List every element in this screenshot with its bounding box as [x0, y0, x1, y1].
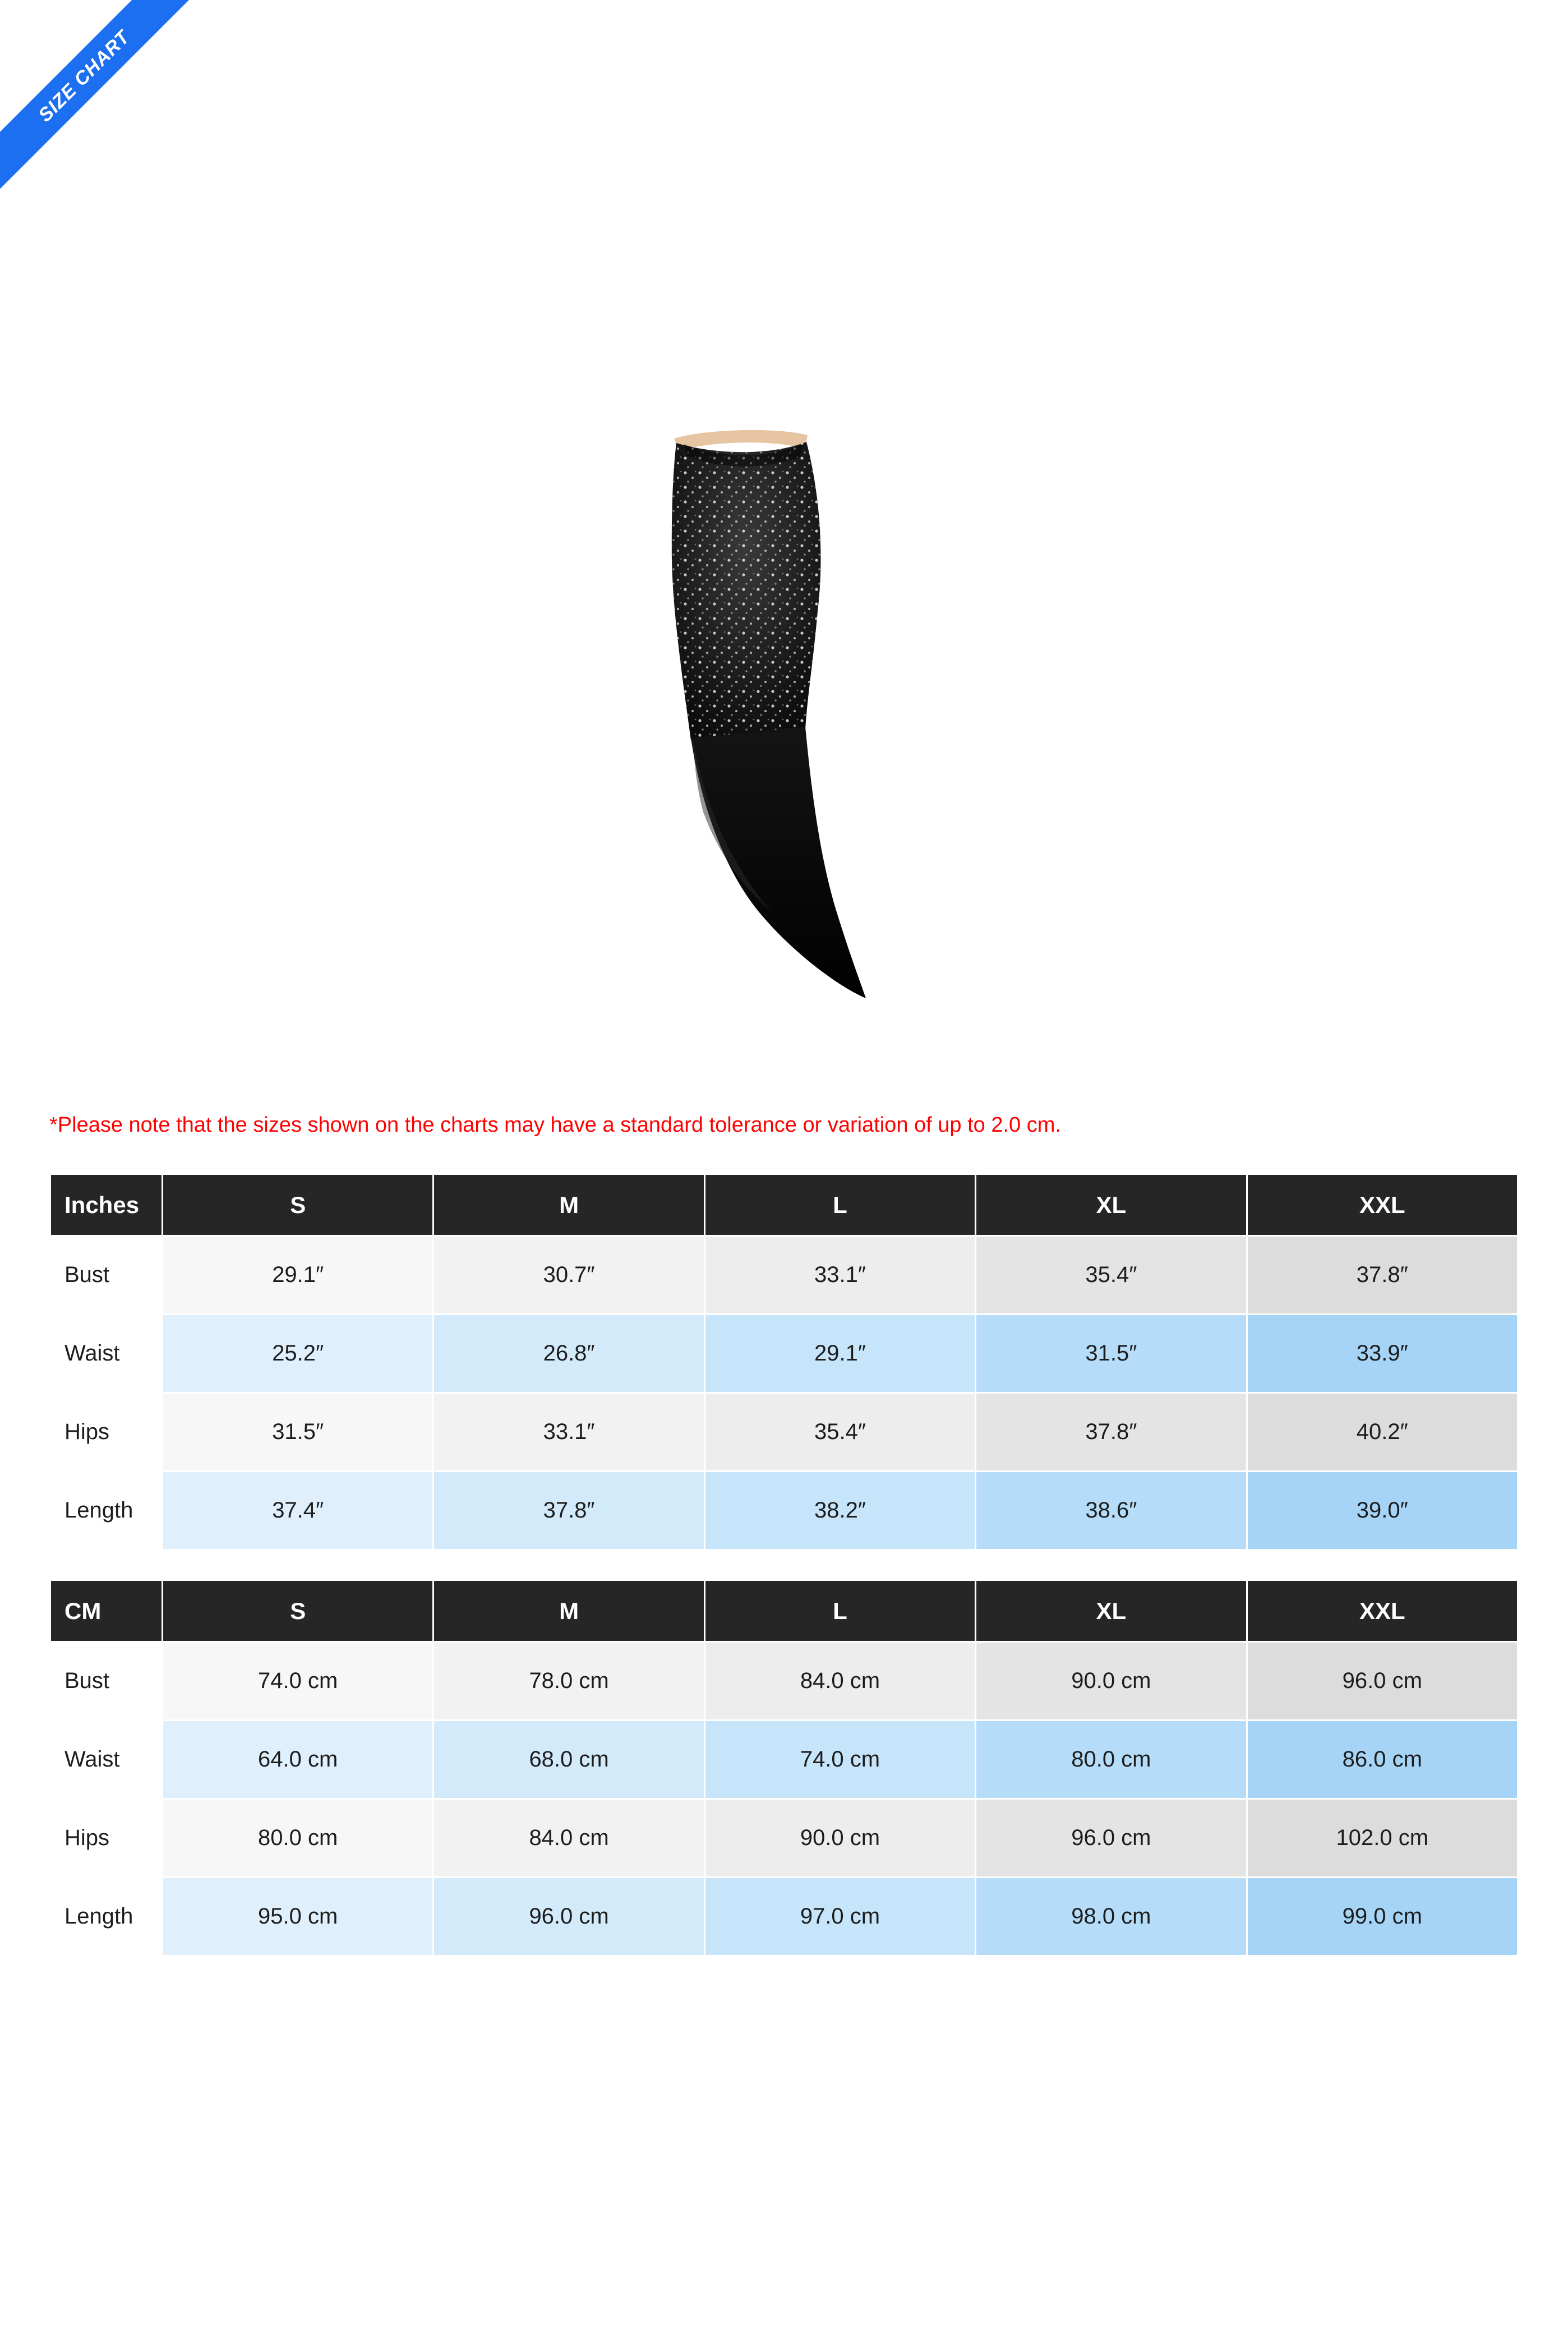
row-label-waist: Waist: [50, 1721, 163, 1799]
cell-waist-xl: 31.5″: [976, 1315, 1247, 1393]
cell-hips-xl: 96.0 cm: [976, 1799, 1247, 1878]
column-header-xxl: XXL: [1247, 1174, 1518, 1236]
cell-hips-xxl: 40.2″: [1247, 1393, 1518, 1472]
cell-length-xl: 98.0 cm: [976, 1878, 1247, 1956]
row-label-bust: Bust: [50, 1236, 163, 1315]
cell-length-l: 38.2″: [704, 1472, 975, 1550]
cell-length-m: 96.0 cm: [433, 1878, 704, 1956]
table-row: [50, 1799, 1518, 1878]
cell-bust-l: 84.0 cm: [704, 1642, 975, 1721]
cell-length-m: 37.8″: [433, 1472, 704, 1550]
cell-bust-xl: 90.0 cm: [976, 1642, 1247, 1721]
row-label-length: Length: [50, 1472, 163, 1550]
column-header-l: L: [704, 1174, 975, 1236]
column-header-s: S: [163, 1174, 433, 1236]
cell-hips-xxl: 102.0 cm: [1247, 1799, 1518, 1878]
ribbon-banner: [0, 0, 201, 193]
ribbon-label: SIZE CHART: [34, 26, 134, 126]
cm-size-table: [49, 1579, 1519, 1957]
cell-hips-m: 33.1″: [433, 1393, 704, 1472]
size-chart-ribbon: [0, 0, 202, 202]
cm-size-table-block: [49, 1579, 1519, 1957]
unit-header: CM: [50, 1580, 163, 1642]
inches-size-table: [49, 1173, 1519, 1551]
column-header-l: L: [704, 1580, 975, 1642]
row-label-length: Length: [50, 1878, 163, 1956]
cell-bust-l: 33.1″: [704, 1236, 975, 1315]
row-label-hips: Hips: [50, 1393, 163, 1472]
table-row: [50, 1878, 1518, 1956]
cell-hips-m: 84.0 cm: [433, 1799, 704, 1878]
unit-header: Inches: [50, 1174, 163, 1236]
cell-length-s: 95.0 cm: [163, 1878, 433, 1956]
cell-waist-m: 26.8″: [433, 1315, 704, 1393]
cell-bust-xl: 35.4″: [976, 1236, 1247, 1315]
cell-hips-xl: 37.8″: [976, 1393, 1247, 1472]
table-row: [50, 1721, 1518, 1799]
cell-bust-xxl: 96.0 cm: [1247, 1642, 1518, 1721]
cell-hips-s: 31.5″: [163, 1393, 433, 1472]
cell-length-l: 97.0 cm: [704, 1878, 975, 1956]
table-row: [50, 1642, 1518, 1721]
cell-waist-l: 74.0 cm: [704, 1721, 975, 1799]
cell-waist-xl: 80.0 cm: [976, 1721, 1247, 1799]
dress-illustration: [639, 426, 920, 1004]
column-header-xxl: XXL: [1247, 1580, 1518, 1642]
cell-length-xl: 38.6″: [976, 1472, 1247, 1550]
row-label-bust: Bust: [50, 1642, 163, 1721]
table-header-row: [50, 1580, 1518, 1642]
table-row: [50, 1393, 1518, 1472]
cell-bust-s: 29.1″: [163, 1236, 433, 1315]
cell-waist-s: 25.2″: [163, 1315, 433, 1393]
column-header-xl: XL: [976, 1580, 1247, 1642]
table-header-row: [50, 1174, 1518, 1236]
row-label-waist: Waist: [50, 1315, 163, 1393]
cell-bust-xxl: 37.8″: [1247, 1236, 1518, 1315]
cell-length-xxl: 39.0″: [1247, 1472, 1518, 1550]
cell-hips-l: 90.0 cm: [704, 1799, 975, 1878]
inches-size-table-block: [49, 1173, 1519, 1551]
cell-waist-xxl: 86.0 cm: [1247, 1721, 1518, 1799]
cell-hips-l: 35.4″: [704, 1393, 975, 1472]
cell-bust-m: 78.0 cm: [433, 1642, 704, 1721]
table-row: [50, 1315, 1518, 1393]
cell-bust-s: 74.0 cm: [163, 1642, 433, 1721]
cell-hips-s: 80.0 cm: [163, 1799, 433, 1878]
cell-waist-l: 29.1″: [704, 1315, 975, 1393]
cell-bust-m: 30.7″: [433, 1236, 704, 1315]
table-row: [50, 1472, 1518, 1550]
column-header-s: S: [163, 1580, 433, 1642]
cell-waist-m: 68.0 cm: [433, 1721, 704, 1799]
tolerance-note: *Please note that the sizes shown on the charts may have a standard tolerance or variation of up to 2.0 cm.: [49, 1113, 1061, 1137]
cell-length-xxl: 99.0 cm: [1247, 1878, 1518, 1956]
column-header-m: M: [433, 1174, 704, 1236]
product-image-area: [0, 393, 1568, 1043]
row-label-hips: Hips: [50, 1799, 163, 1878]
cell-waist-xxl: 33.9″: [1247, 1315, 1518, 1393]
column-header-xl: XL: [976, 1174, 1247, 1236]
cell-waist-s: 64.0 cm: [163, 1721, 433, 1799]
table-row: [50, 1236, 1518, 1315]
cell-length-s: 37.4″: [163, 1472, 433, 1550]
column-header-m: M: [433, 1580, 704, 1642]
